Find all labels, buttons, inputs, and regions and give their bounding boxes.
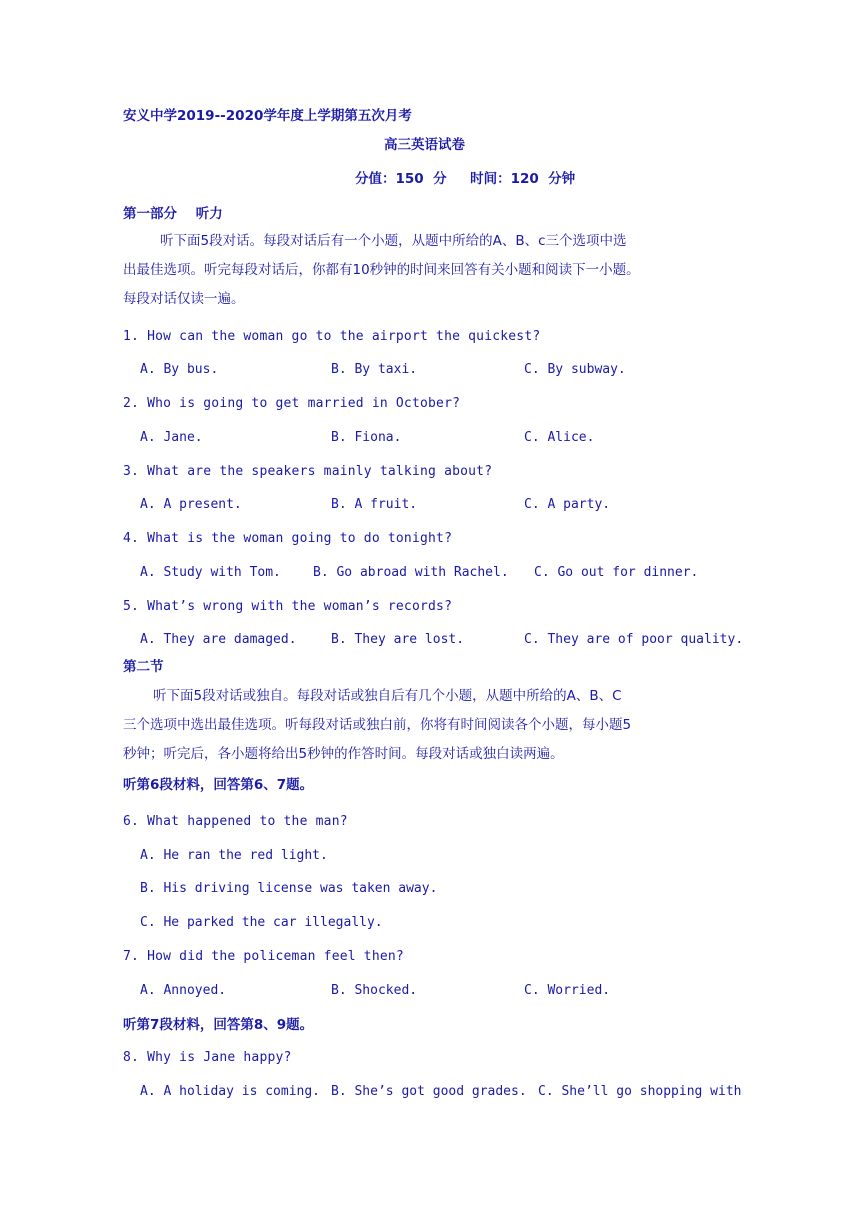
q3-option-c: C. A party. [524,497,611,512]
part2-heading: 第二节 [123,659,164,675]
exam-title: 高三英语试卷 [384,137,465,153]
question-5: 5. What’s wrong with the woman’s records? [123,599,453,614]
question-4: 4. What is the woman going to do tonight? [123,531,453,546]
q2-option-a: A. Jane. [140,430,203,445]
q2-option-b: B. Fiona. [331,430,402,445]
part1-instruction-2: 出最佳选项。听完每段对话后，你都有10秒钟的时间来回答有关小题和阅读下一小题。 [123,262,640,278]
q7-option-a: A. Annoyed. [140,983,227,998]
q8-option-a: A. A holiday is coming. [140,1084,321,1099]
question-8: 8. Why is Jane happy? [123,1050,292,1065]
question-3: 3. What are the speakers mainly talking about? [123,464,493,479]
part1-instruction-3: 每段对话仅读一遍。 [123,291,245,307]
q5-option-a: A. They are damaged. [140,632,297,647]
q6-option-c: C. He parked the car illegally. [140,915,383,930]
q2-option-c: C. Alice. [524,430,595,445]
part1-instruction-1: 听下面5段对话。每段对话后有一个小题，从题中所给的A、B、c三个选项中选 [160,233,627,249]
part2-instruction-2: 三个选项中选出最佳选项。听每段对话或独白前，你将有时间阅读各个小题，每小题5 [123,717,632,733]
q4-option-b: B. Go abroad with Rachel. [313,565,509,580]
q1-option-b: B. By taxi. [331,362,418,377]
question-7: 7. How did the policeman feel then? [123,949,404,964]
q3-option-a: A. A present. [140,497,242,512]
q1-option-c: C. By subway. [524,362,626,377]
part2-instruction-3: 秒钟；听完后，各小题将给出5秒钟的作答时间。每段对话或独白读两遍。 [123,746,564,762]
q8-option-b: B. She’s got good grades. [331,1084,527,1099]
q4-option-a: A. Study with Tom. [140,565,281,580]
question-2: 2. Who is going to get married in October? [123,396,461,411]
q4-option-c: C. Go out for dinner. [534,565,699,580]
score-time: 分值：150 分 时间：120 分钟 [355,171,576,187]
q3-option-b: B. A fruit. [331,497,418,512]
q6-option-a: A. He ran the red light. [140,848,328,863]
q5-option-c: C. They are of poor quality. [524,632,744,647]
q1-option-a: A. By bus. [140,362,219,377]
section-7-heading: 听第7段材料，回答第8、9题。 [123,1017,314,1033]
part2-instruction-1: 听下面5段对话或独自。每段对话或独自后有几个小题，从题中所给的A、B、C [153,688,622,704]
q7-option-b: B. Shocked. [331,983,418,998]
q6-option-b: B. His driving license was taken away. [140,881,438,896]
question-1: 1. How can the woman go to the airport the quickest? [123,329,541,344]
part1-heading: 第一部分 听力 [123,206,223,222]
section-6-heading: 听第6段材料，回答第6、7题。 [123,777,314,793]
question-6: 6. What happened to the man? [123,814,348,829]
school-line: 安义中学2019--2020学年度上学期第五次月考 [123,108,412,124]
q5-option-b: B. They are lost. [331,632,465,647]
q7-option-c: C. Worried. [524,983,611,998]
q8-option-c: C. She’ll go shopping with [538,1084,742,1099]
